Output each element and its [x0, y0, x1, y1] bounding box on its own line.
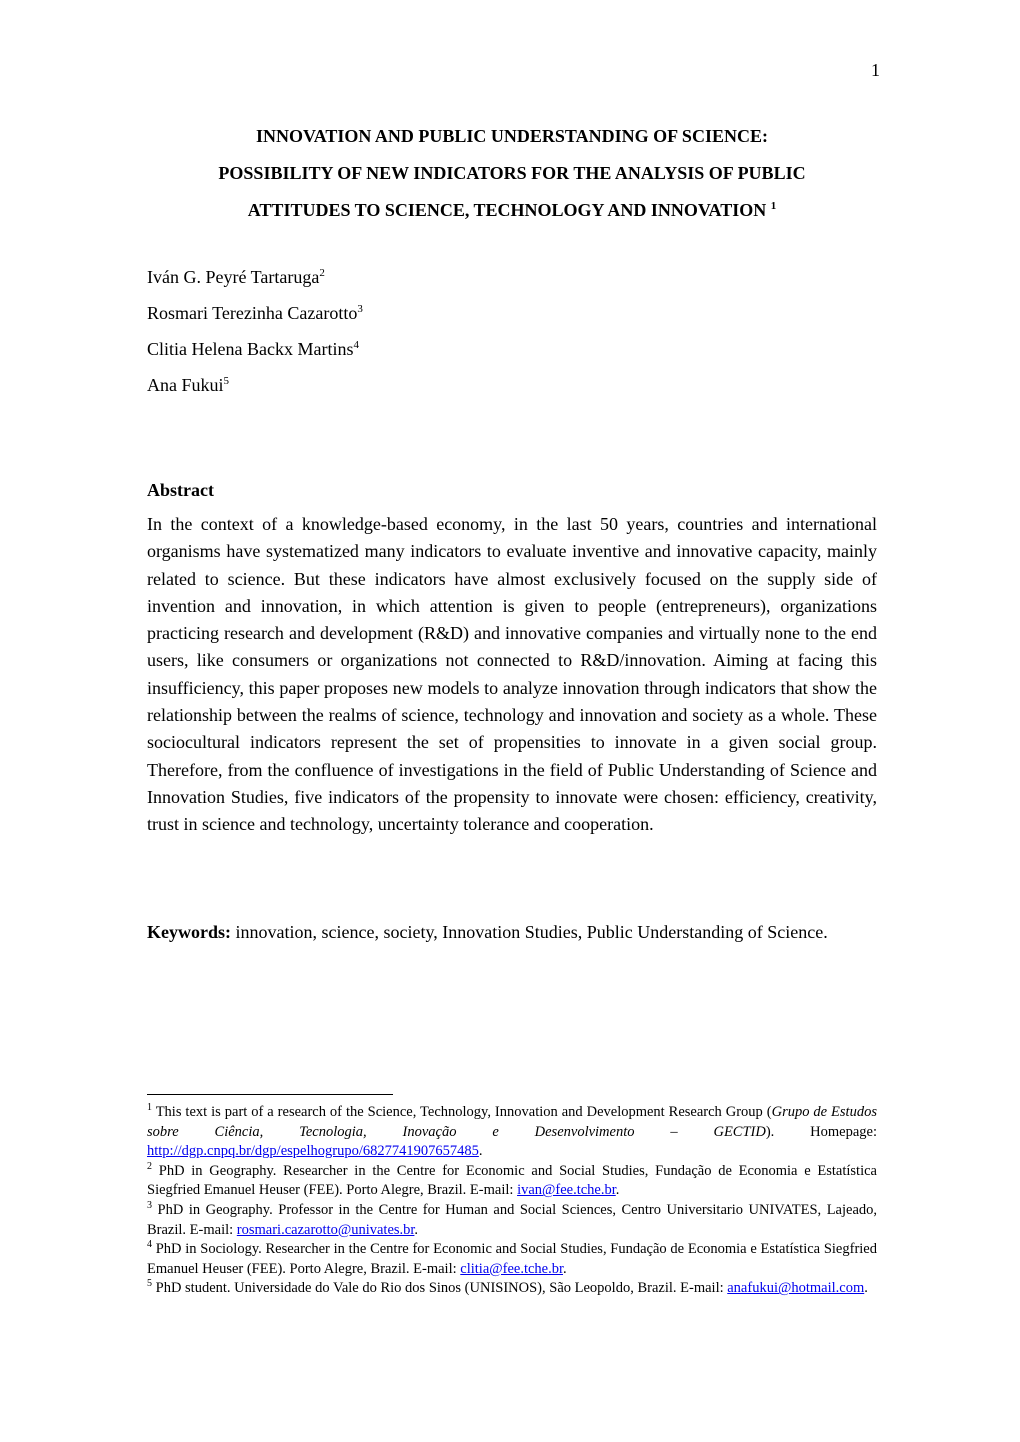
- footnote-italic-text: Grupo de Estudos sobre Ciência, Tecnologia, Inovação e Desenvolvimento – GECTID: [147, 1104, 877, 1140]
- footnote-mark: 3: [147, 1200, 152, 1212]
- title-footnote-mark[interactable]: 1: [770, 200, 777, 212]
- author: [147, 331, 363, 367]
- author-footnote-mark[interactable]: 3: [357, 303, 363, 315]
- footnote-2: [147, 1162, 877, 1201]
- author-footnote-mark[interactable]: 5: [223, 375, 229, 387]
- footnote-separator: [147, 1094, 393, 1095]
- footnote-mark: 1: [147, 1102, 152, 1114]
- author: [147, 367, 363, 403]
- footnote-end: .: [615, 1182, 620, 1199]
- footnote-text: ). Homepage:: [765, 1123, 877, 1140]
- keywords-text: innovation, science, society, Innovation Studies, Public Understanding of Science.: [235, 922, 828, 942]
- footnote-mark: 5: [147, 1278, 152, 1290]
- footnote-text: PhD in Sociology. Researcher in the Centre for Economic and Social Studies, Fundação de Economia e Estatística Siegfried Emanuel Heuser (FEE). Porto Alegre, Brazil. E-mail:: [147, 1241, 877, 1277]
- footnote-5: [147, 1279, 877, 1299]
- author: [147, 259, 363, 295]
- email-link[interactable]: rosmari.cazarotto@univates.br: [236, 1221, 415, 1238]
- title-line: INNOVATION AND PUBLIC UNDERSTANDING OF SCIENCE:: [256, 126, 768, 146]
- footnote-mark: 4: [147, 1239, 152, 1251]
- author-list: [147, 259, 363, 403]
- title-line: POSSIBILITY OF NEW INDICATORS FOR THE ANALYSIS OF PUBLIC: [218, 163, 806, 183]
- abstract-heading: Abstract: [147, 480, 214, 500]
- footnote-text: PhD in Geography. Researcher in the Centre for Economic and Social Studies, Fundação de Economia e Estatística Siegfried Emanuel Heuser (FEE). Porto Alegre, Brazil. E-mail:: [147, 1162, 877, 1199]
- author-name: Ana Fukui: [147, 375, 224, 395]
- footnote-end: .: [563, 1260, 567, 1277]
- homepage-link[interactable]: http://dgp.cnpq.br/dgp/espelhogrupo/6827741907657485: [147, 1143, 479, 1160]
- footnote-end: .: [864, 1280, 868, 1297]
- author: [147, 295, 363, 331]
- keywords-label: Keywords:: [147, 922, 231, 942]
- author-name: Rosmari Terezinha Cazarotto: [147, 303, 358, 323]
- email-link[interactable]: ivan@fee.tche.br: [517, 1182, 616, 1199]
- footnote-end: .: [478, 1143, 483, 1160]
- author-name: Iván G. Peyré Tartaruga: [147, 267, 320, 287]
- paper-title: [147, 118, 877, 229]
- title-line: [147, 192, 877, 229]
- keywords: [147, 918, 877, 946]
- author-name: Clitia Helena Backx Martins: [147, 339, 354, 359]
- footnotes: [147, 1103, 877, 1299]
- email-link[interactable]: clitia@fee.tche.br: [460, 1260, 563, 1277]
- title-line-text: ATTITUDES TO SCIENCE, TECHNOLOGY AND INNOVATION: [247, 200, 767, 220]
- footnote-mark: 2: [147, 1160, 152, 1172]
- abstract-body: In the context of a knowledge-based economy, in the last 50 years, countries and international organisms have systematized many indicators to evaluate inventive and innovative capacity, mainly related to science. But these indicators have almost exclusively focused on the supply side of invention and innovation, in which attention is given to people (entrepreneurs), organizations practicing research and development (R&D) and innovative companies and virtually none to the end users, like consumers or organizations not connected to R&D/innovation. Aiming at facing this insufficiency, this paper proposes new models to analyze innovation through indicators that show the relationship between the realms of science, technology and innovation and society as a whole. These sociocultural indicators represent the set of propensities to innovate in a given social group. Therefore, from the confluence of investigations in the field of Public Understanding of Science and Innovation Studies, five indicators of the propensity to innovate were chosen: efficiency, creativity, trust in science and technology, uncertainty tolerance and cooperation.: [147, 514, 877, 835]
- footnote-3: [147, 1201, 877, 1240]
- author-footnote-mark[interactable]: 2: [319, 267, 325, 279]
- footnote-text: PhD student. Universidade do Vale do Rio dos Sinos (UNISINOS), São Leopoldo, Brazil. E-mail:: [155, 1280, 728, 1297]
- footnote-1: [147, 1103, 877, 1162]
- author-footnote-mark[interactable]: 4: [353, 339, 359, 351]
- footnote-text: This text is part of a research of the Science, Technology, Innovation and Development Research Group (: [155, 1104, 772, 1120]
- email-link[interactable]: anafukui@hotmail.com: [727, 1280, 865, 1297]
- footnote-text: PhD in Geography. Professor in the Centre for Human and Social Sciences, Centro Universitario UNIVATES, Lajeado, Brazil. E-mail:: [147, 1201, 878, 1238]
- page-number: 1: [871, 60, 880, 80]
- footnote-4: [147, 1240, 877, 1279]
- footnote-end: .: [414, 1221, 419, 1238]
